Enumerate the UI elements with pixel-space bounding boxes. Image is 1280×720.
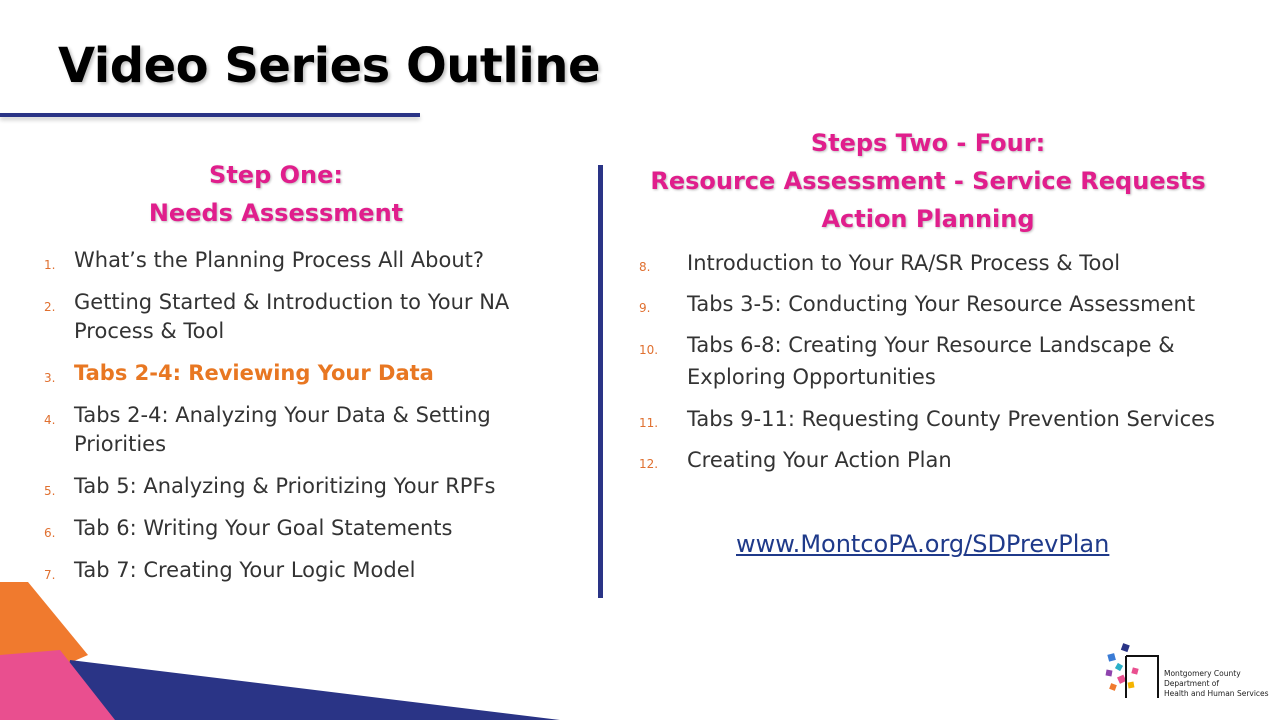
item-text-cont: Process & Tool — [74, 319, 225, 343]
column-divider — [598, 165, 603, 598]
item-text: Tab 6: Writing Your Goal Statements — [74, 516, 453, 540]
item-number: 1. — [44, 258, 56, 272]
sdprevplan-link[interactable]: www.MontcoPA.org/SDPrevPlan — [736, 530, 1110, 558]
item-number: 3. — [44, 371, 56, 385]
item-text-cont: Priorities — [74, 432, 167, 456]
item-number: 6. — [44, 526, 56, 540]
item-text: Tab 7: Creating Your Logic Model — [74, 558, 416, 582]
left-heading-line-2: Needs Assessment — [148, 199, 404, 227]
right-heading-line-2: Resource Assessment - Service Requests — [650, 167, 1206, 195]
item-text: Tabs 3-5: Conducting Your Resource Assessment — [687, 292, 1196, 316]
item-text: Creating Your Action Plan — [687, 448, 952, 472]
left-heading — [126, 156, 426, 232]
right-heading-line-1: Steps Two - Four: — [810, 129, 1046, 157]
item-text: What’s the Planning Process All About? — [74, 248, 485, 272]
item-number: 5. — [44, 484, 56, 498]
right-heading — [628, 124, 1228, 238]
item-number: 8. — [639, 260, 651, 274]
page-title: Video Series Outline — [58, 38, 600, 94]
item-number: 10. — [639, 343, 659, 357]
item-number: 9. — [639, 301, 651, 315]
item-text: Introduction to Your RA/SR Process & Tool — [687, 251, 1121, 275]
logo-line-3: Health and Human Services — [1164, 689, 1269, 698]
item-text: Tab 5: Analyzing & Prioritizing Your RPFs — [74, 474, 496, 498]
left-heading-line-1: Step One: — [209, 161, 343, 189]
logo-line-2: Department of — [1164, 679, 1219, 688]
item-text: Tabs 9-11: Requesting County Prevention Services — [687, 407, 1215, 431]
item-text: Getting Started & Introduction to Your NA — [74, 290, 510, 314]
right-heading-line-3: Action Planning — [821, 205, 1035, 233]
item-text: Tabs 2-4: Reviewing Your Data — [74, 361, 434, 385]
item-text: Tabs 6-8: Creating Your Resource Landscape & — [687, 333, 1175, 357]
item-number: 11. — [639, 416, 659, 430]
corner-decoration — [0, 575, 560, 720]
item-number: 4. — [44, 413, 56, 427]
title-underline — [0, 113, 420, 117]
navy-shape — [60, 660, 560, 720]
logo-mark-icon — [1104, 642, 1164, 702]
logo-line-1: Montgomery County — [1164, 669, 1241, 678]
item-number: 7. — [44, 568, 56, 582]
item-number: 12. — [639, 457, 659, 471]
item-number: 2. — [44, 300, 56, 314]
logo-text — [1164, 669, 1269, 699]
item-text: Tabs 2-4: Analyzing Your Data & Setting — [74, 403, 491, 427]
item-text-cont: Exploring Opportunities — [687, 365, 936, 389]
